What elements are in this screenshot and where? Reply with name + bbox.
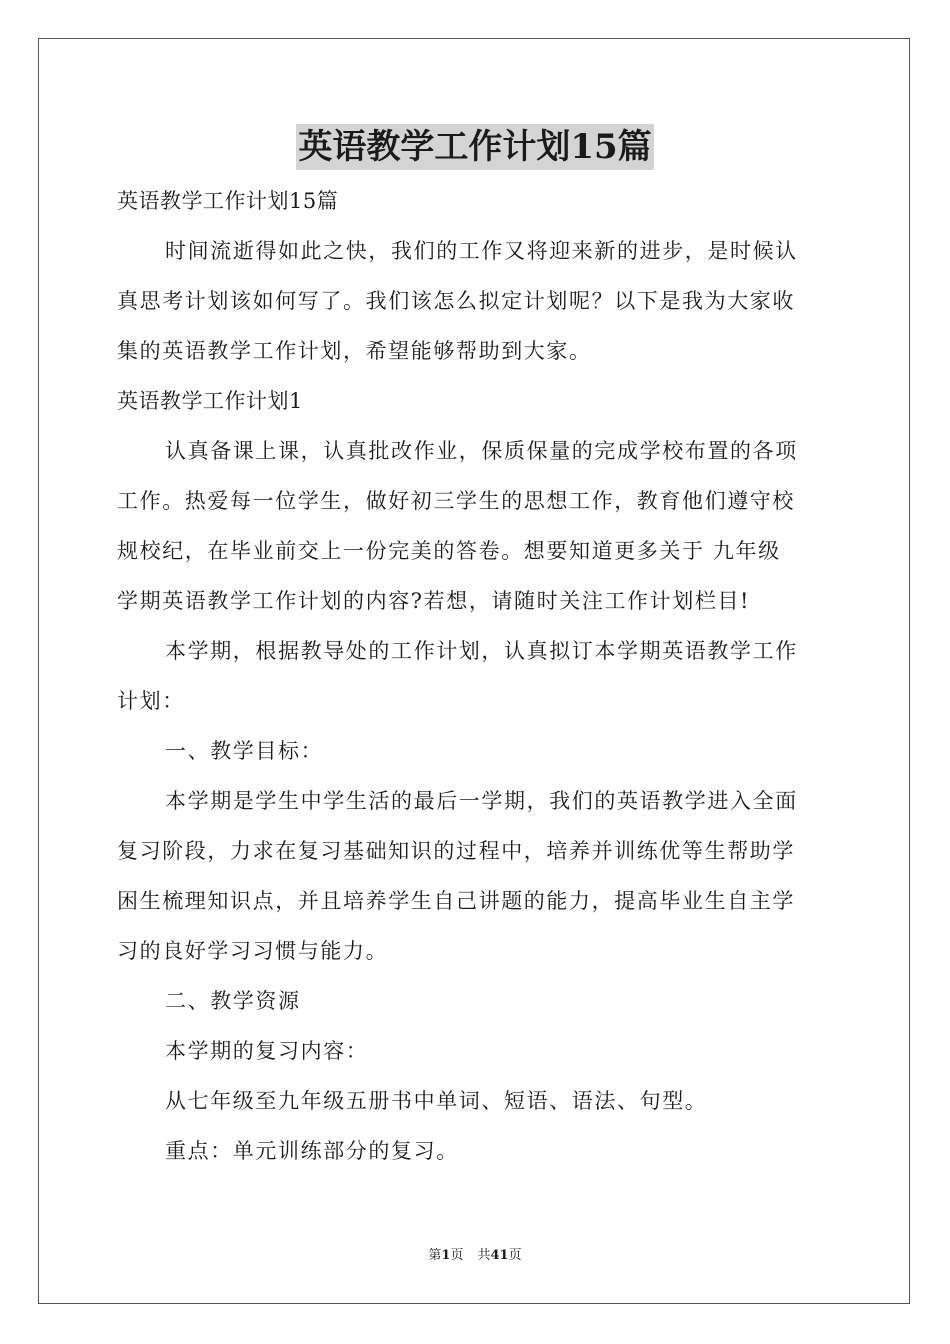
text-line: 真思考计划该如何写了。我们该怎么拟定计划呢？以下是我为大家收 (117, 289, 795, 313)
text-line: 工作。热爱每一位学生，做好初三学生的思想工作，教育他们遵守校 (117, 489, 795, 513)
document-title: 英语教学工作计划15篇 (296, 124, 653, 170)
page-footer (0, 1246, 950, 1266)
text-line: 二、教学资源 (165, 989, 301, 1013)
document-subtitle: 英语教学工作计划15篇 (117, 189, 339, 213)
text-line: 集的英语教学工作计划，希望能够帮助到大家。 (117, 339, 592, 363)
text-line: 计划： (117, 689, 185, 713)
page-current: 1 (441, 1248, 451, 1263)
text-line: 学期英语教学工作计划的内容?若想，请随时关注工作计划栏目! (117, 589, 751, 613)
text-line: 本学期的复习内容： (165, 1039, 369, 1063)
section-heading: 英语教学工作计划1 (117, 389, 303, 413)
text-line: 从七年级至九年级五册书中单词、短语、语法、句型。 (165, 1089, 708, 1113)
text-line: 本学期，根据教导处的工作计划，认真拟订本学期英语教学工作 (165, 639, 798, 663)
text-line: 时间流逝得如此之快，我们的工作又将迎来新的进步，是时候认 (165, 239, 798, 263)
text-line: 复习阶段，力求在复习基础知识的过程中，培养并训练优等生帮助学 (117, 839, 795, 863)
text-line: 困生梳理知识点，并且培养学生自己讲题的能力，提高毕业生自主学 (117, 889, 795, 913)
text-line: 规校纪，在毕业前交上一份完美的答卷。想要知道更多关于 九年级 (117, 539, 781, 563)
document-body (117, 176, 837, 1176)
text-line: 一、教学目标： (165, 739, 324, 763)
total-prefix: 共 (477, 1248, 491, 1263)
text-line: 重点：单元训练部分的复习。 (165, 1139, 459, 1163)
text-line: 认真备课上课，认真批改作业，保质保量的完成学校布置的各项 (165, 439, 798, 463)
text-line: 习的良好学习习惯与能力。 (117, 939, 389, 963)
page-suffix: 页 (450, 1248, 464, 1263)
total-suffix: 页 (508, 1248, 522, 1263)
title-wrap (0, 124, 950, 170)
text-line: 本学期是学生中学生活的最后一学期，我们的英语教学进入全面 (165, 789, 798, 813)
page-prefix: 第 (428, 1248, 442, 1263)
page-total: 41 (490, 1248, 509, 1263)
paragraph-lines (117, 226, 837, 1176)
